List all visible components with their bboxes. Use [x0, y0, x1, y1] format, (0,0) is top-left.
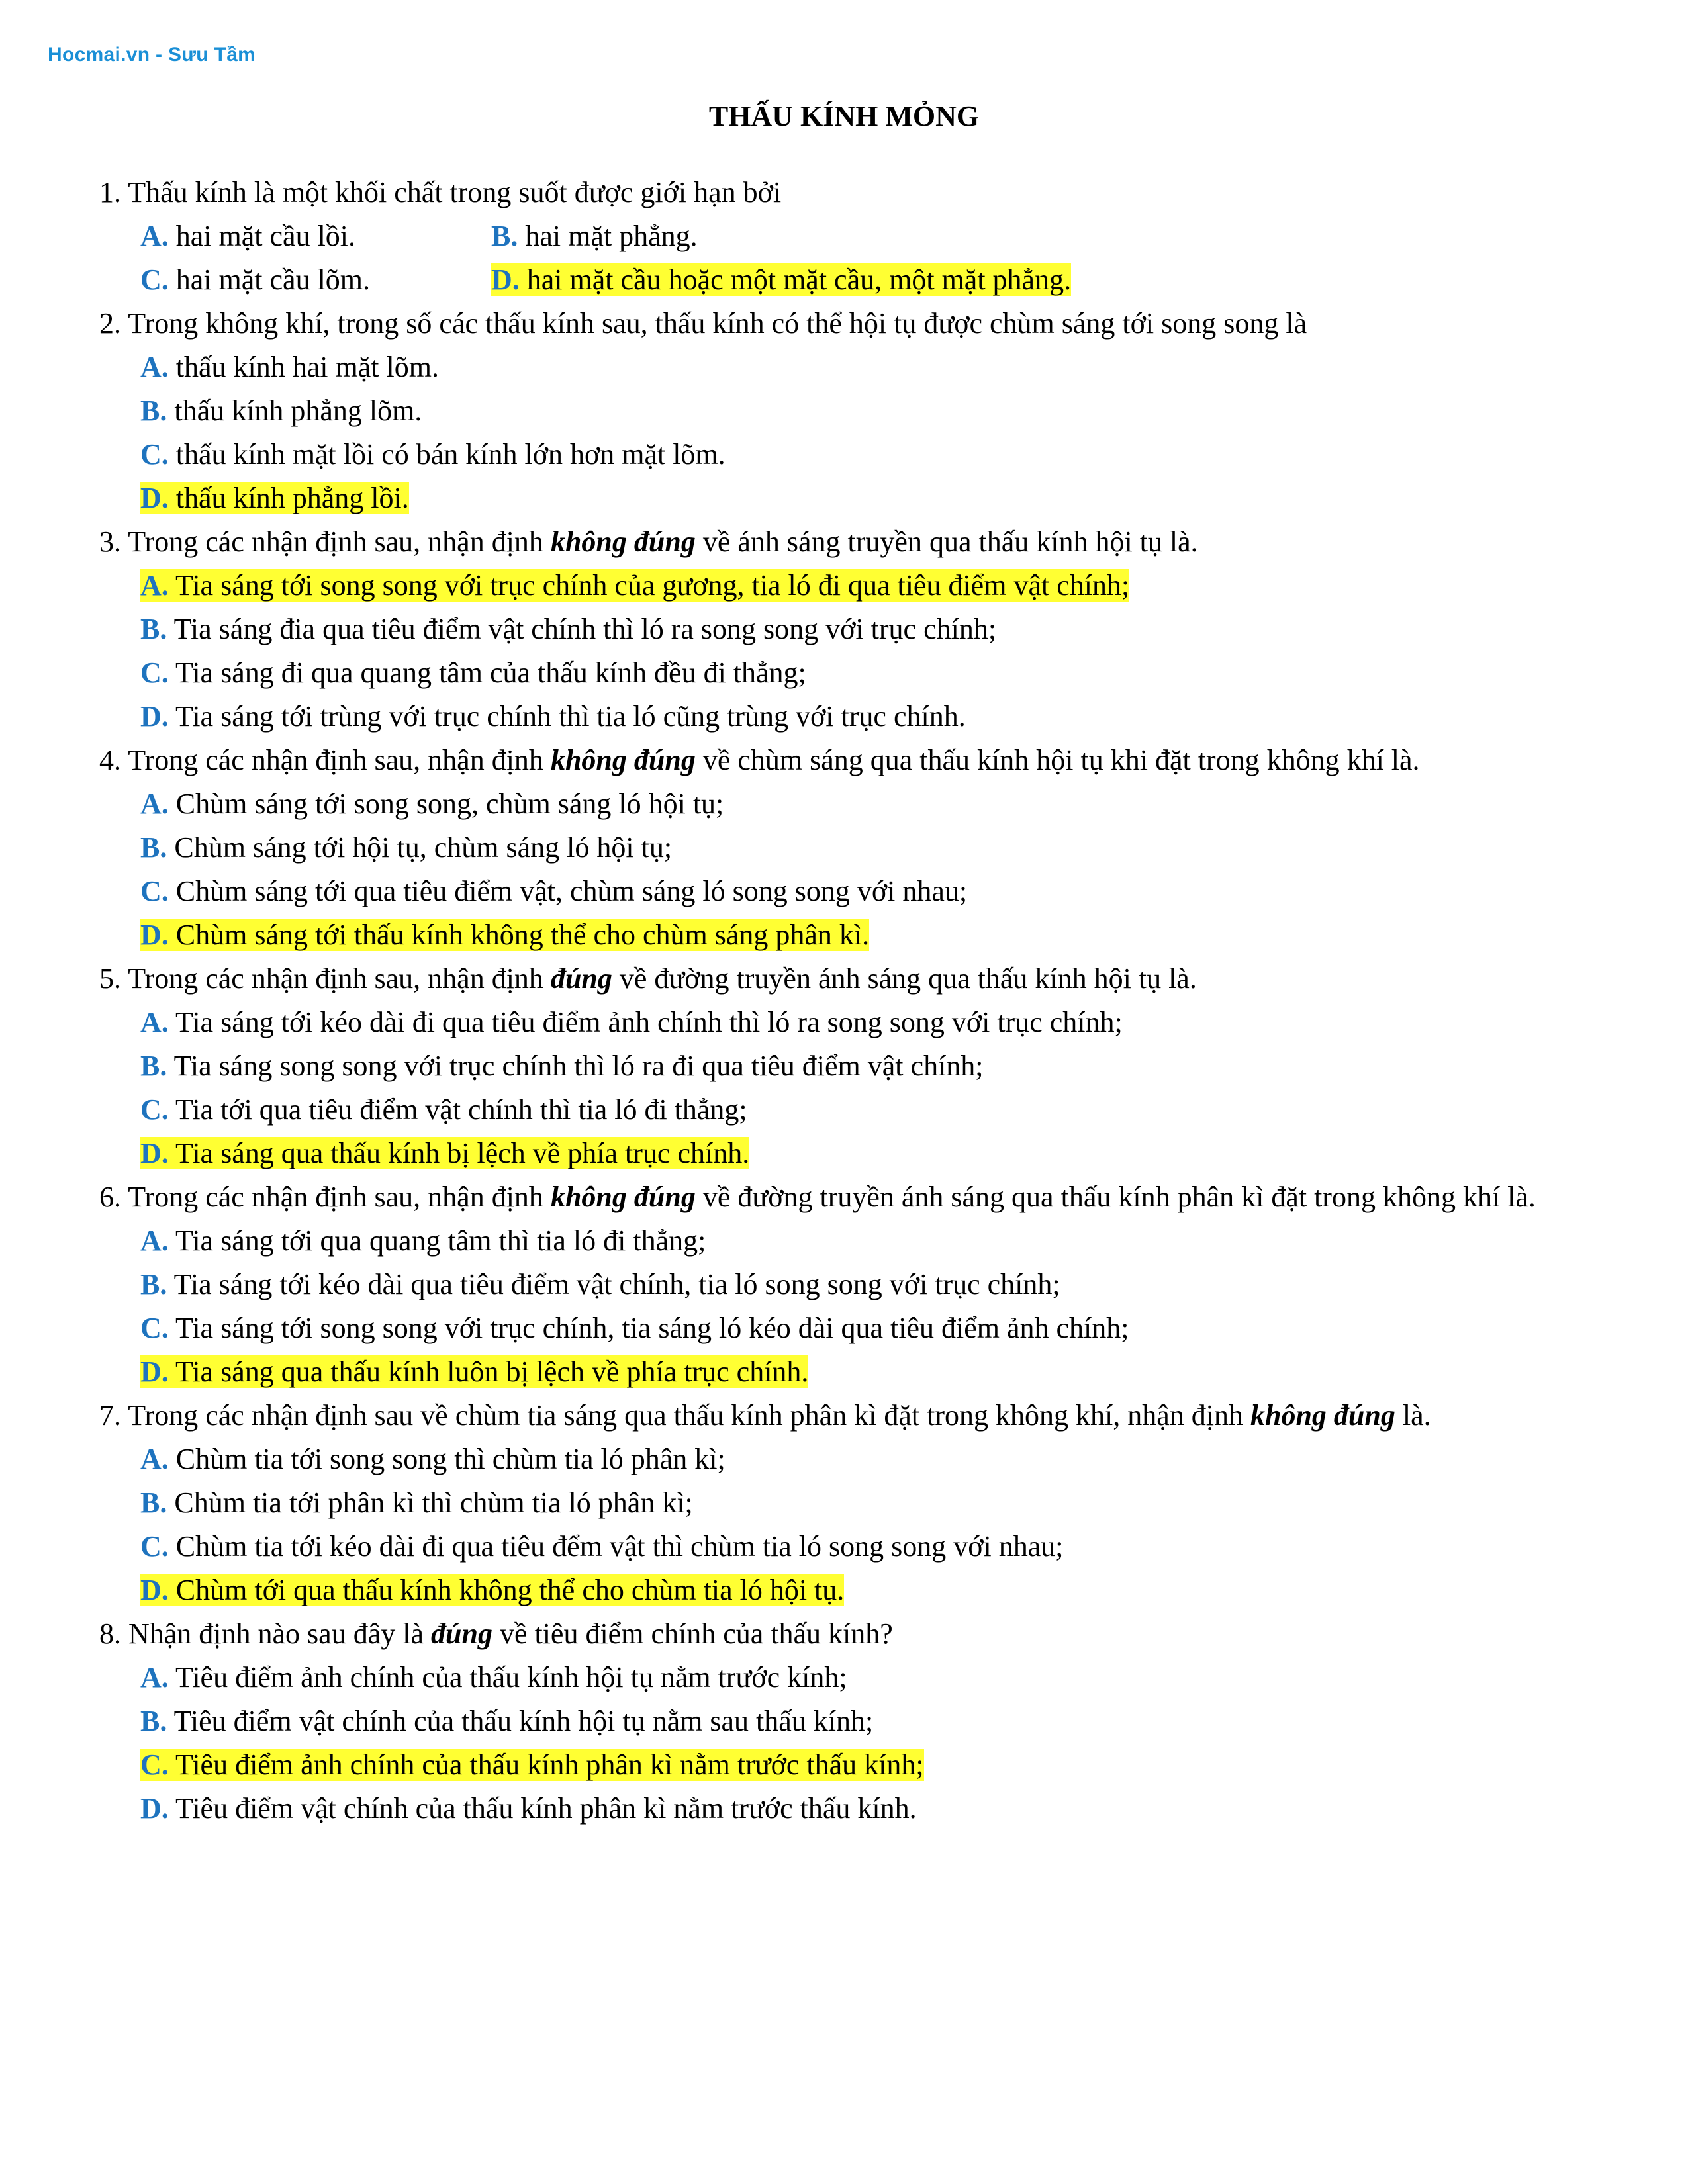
option-label: A. [140, 1661, 169, 1694]
answer-highlight [491, 263, 1071, 296]
option-label: D. [140, 1355, 169, 1388]
emphasis: không đúng [1250, 1399, 1395, 1432]
option-a [99, 1656, 1589, 1700]
option-b [99, 389, 1589, 433]
option-label: A. [140, 788, 169, 820]
question-stem: 4. Trong các nhận định sau, nhận định không đúng về chùm sáng qua thấu kính hội tụ khi đặt trong không khí là. [99, 744, 1420, 776]
answer-highlight [140, 1355, 808, 1388]
option-d [99, 1132, 1589, 1175]
option-c [99, 651, 1589, 695]
question-5 [99, 957, 1589, 1175]
option-label: D. [491, 263, 520, 296]
question-stem: 6. Trong các nhận định sau, nhận định không đúng về đường truyền ánh sáng qua thấu kính phân kì đặt trong không khí là. [99, 1181, 1536, 1213]
option-d [99, 1569, 1589, 1612]
option-b [99, 608, 1589, 651]
option-a [99, 564, 1589, 608]
option-label: B. [140, 613, 167, 645]
option-a [99, 1219, 1589, 1263]
option-text: Chùm sáng tới hội tụ, chùm sáng ló hội tụ; [174, 831, 673, 864]
answer-highlight [140, 569, 1129, 602]
question-1 [99, 171, 1589, 302]
option-a [99, 345, 1589, 389]
option-a [99, 782, 1589, 826]
option-d [491, 258, 1071, 302]
option-text: Tiêu điểm ảnh chính của thấu kính hội tụ nằm trước kính; [175, 1661, 847, 1694]
question-3 [99, 520, 1589, 739]
answer-highlight [140, 482, 409, 514]
option-text: Chùm sáng tới song song, chùm sáng ló hội tụ; [175, 788, 724, 820]
option-d [99, 477, 1589, 520]
emphasis: đúng [431, 1617, 492, 1650]
option-text: Tiêu điểm vật chính của thấu kính phân kì nằm trước thấu kính. [175, 1792, 917, 1825]
option-d [99, 1787, 1589, 1831]
option-label: D. [140, 1792, 169, 1825]
question-stem: 1. Thấu kính là một khối chất trong suốt được giới hạn bởi [99, 176, 782, 208]
answer-highlight [140, 1137, 749, 1169]
option-a [140, 214, 491, 258]
option-b [99, 1481, 1589, 1525]
option-text: Chùm sáng tới qua tiêu điểm vật, chùm sáng ló song song với nhau; [175, 875, 968, 907]
option-row [99, 258, 1589, 302]
option-label: B. [140, 1486, 167, 1519]
option-label: D. [140, 1574, 169, 1606]
option-a [99, 1001, 1589, 1044]
option-label: A. [140, 220, 169, 252]
answer-highlight [140, 1574, 844, 1606]
option-text: Tia tới qua tiêu điểm vật chính thì tia ló đi thẳng; [175, 1093, 747, 1126]
option-label: D. [140, 700, 169, 733]
option-label: C. [140, 1093, 169, 1126]
option-c [140, 258, 491, 302]
option-text: Tia sáng tới trùng với trục chính thì tia ló cũng trùng với trục chính. [175, 700, 966, 733]
question-stem: 8. Nhận định nào sau đây là đúng về tiêu điểm chính của thấu kính? [99, 1617, 893, 1650]
option-text: Chùm tới qua thấu kính không thể cho chùm tia ló hội tụ. [175, 1574, 845, 1606]
option-c [99, 1088, 1589, 1132]
option-label: C. [140, 1312, 169, 1344]
option-b [99, 1263, 1589, 1306]
option-label: B. [140, 1705, 167, 1737]
option-b [99, 826, 1589, 870]
emphasis: không đúng [550, 525, 696, 558]
option-text: Tia sáng tới song song với trục chính của gương, tia ló đi qua tiêu điểm vật chính; [175, 569, 1130, 602]
option-label: B. [140, 831, 167, 864]
question-8 [99, 1612, 1589, 1831]
option-c [99, 433, 1589, 477]
option-label: A. [140, 569, 169, 602]
option-text: Chùm sáng tới thấu kính không thể cho chùm sáng phân kì. [175, 919, 870, 951]
page-title: THẤU KÍNH MỎNG [708, 100, 980, 132]
option-text: hai mặt cầu hoặc một mặt cầu, một mặt phẳng. [526, 263, 1072, 296]
option-b [99, 1044, 1589, 1088]
option-text: Chùm tia tới kéo dài đi qua tiêu đểm vật thì chùm tia ló song song với nhau; [175, 1530, 1064, 1563]
answer-highlight [140, 1749, 924, 1781]
option-a [99, 1437, 1589, 1481]
question-7 [99, 1394, 1589, 1612]
option-d [99, 913, 1589, 957]
option-label: B. [491, 220, 518, 252]
option-text: hai mặt cầu lõm. [175, 263, 371, 296]
watermark: Hocmai.vn - Sưu Tầm [48, 44, 256, 66]
question-stem: 3. Trong các nhận định sau, nhận định không đúng về ánh sáng truyền qua thấu kính hội tụ là. [99, 525, 1198, 558]
option-text: Tiêu điểm ảnh chính của thấu kính phân kì nằm trước thấu kính; [175, 1749, 924, 1781]
option-text: Tia sáng đia qua tiêu điểm vật chính thì ló ra song song với trục chính; [173, 613, 997, 645]
option-text: Tia sáng tới kéo dài qua tiêu điểm vật chính, tia ló song song với trục chính; [173, 1268, 1060, 1300]
option-c [99, 1525, 1589, 1569]
option-label: B. [140, 394, 167, 427]
option-label: B. [140, 1268, 167, 1300]
option-text: Chùm tia tới phân kì thì chùm tia ló phân kì; [174, 1486, 693, 1519]
option-text: Tia sáng song song với trục chính thì ló ra đi qua tiêu điểm vật chính; [173, 1050, 984, 1082]
option-text: Tia sáng qua thấu kính luôn bị lệch về phía trục chính. [175, 1355, 809, 1388]
option-label: A. [140, 1224, 169, 1257]
option-d [99, 1350, 1589, 1394]
option-label: D. [140, 919, 169, 951]
option-label: C. [140, 875, 169, 907]
option-label: A. [140, 1006, 169, 1038]
option-text: Tiêu điểm vật chính của thấu kính hội tụ nằm sau thấu kính; [173, 1705, 874, 1737]
option-label: B. [140, 1050, 167, 1082]
question-stem: 2. Trong không khí, trong số các thấu kính sau, thấu kính có thể hội tụ được chùm sáng tới song song là [99, 307, 1307, 340]
option-c [99, 1743, 1589, 1787]
option-label: D. [140, 1137, 169, 1169]
option-label: C. [140, 1749, 169, 1781]
option-row [99, 214, 1589, 258]
emphasis: đúng [550, 962, 612, 995]
option-text: thấu kính phẳng lồi. [175, 482, 409, 514]
question-6 [99, 1175, 1589, 1394]
option-text: thấu kính mặt lồi có bán kính lớn hơn mặt lõm. [175, 438, 726, 471]
option-text: hai mặt cầu lồi. [175, 220, 356, 252]
option-label: C. [140, 438, 169, 471]
option-text: Tia sáng tới song song với trục chính, tia sáng ló kéo dài qua tiêu điểm ảnh chính; [175, 1312, 1129, 1344]
option-text: Tia sáng tới qua quang tâm thì tia ló đi thẳng; [175, 1224, 706, 1257]
option-text: Tia sáng đi qua quang tâm của thấu kính đều đi thẳng; [175, 657, 806, 689]
question-4 [99, 739, 1589, 957]
option-label: A. [140, 351, 169, 383]
option-label: C. [140, 263, 169, 296]
option-label: A. [140, 1443, 169, 1475]
option-text: hai mặt phẳng. [525, 220, 698, 252]
emphasis: không đúng [550, 744, 696, 776]
emphasis: không đúng [550, 1181, 696, 1213]
question-stem: 7. Trong các nhận định sau về chùm tia sáng qua thấu kính phân kì đặt trong không khí, nhận định không đúng là. [99, 1399, 1431, 1432]
option-label: C. [140, 1530, 169, 1563]
option-text: Tia sáng tới kéo dài đi qua tiêu điểm ảnh chính thì ló ra song song với trục chính; [175, 1006, 1123, 1038]
question-2 [99, 302, 1589, 520]
option-c [99, 870, 1589, 913]
option-text: Chùm tia tới song song thì chùm tia ló phân kì; [175, 1443, 726, 1475]
option-b [491, 214, 698, 258]
option-text: thấu kính phẳng lõm. [174, 394, 422, 427]
option-c [99, 1306, 1589, 1350]
question-list [99, 171, 1589, 1831]
answer-highlight [140, 919, 869, 951]
question-stem: 5. Trong các nhận định sau, nhận định đúng về đường truyền ánh sáng qua thấu kính hội tụ là. [99, 962, 1197, 995]
option-d [99, 695, 1589, 739]
option-b [99, 1700, 1589, 1743]
option-label: D. [140, 482, 169, 514]
option-text: Tia sáng qua thấu kính bị lệch về phía trục chính. [175, 1137, 750, 1169]
option-text: thấu kính hai mặt lõm. [175, 351, 439, 383]
option-label: C. [140, 657, 169, 689]
